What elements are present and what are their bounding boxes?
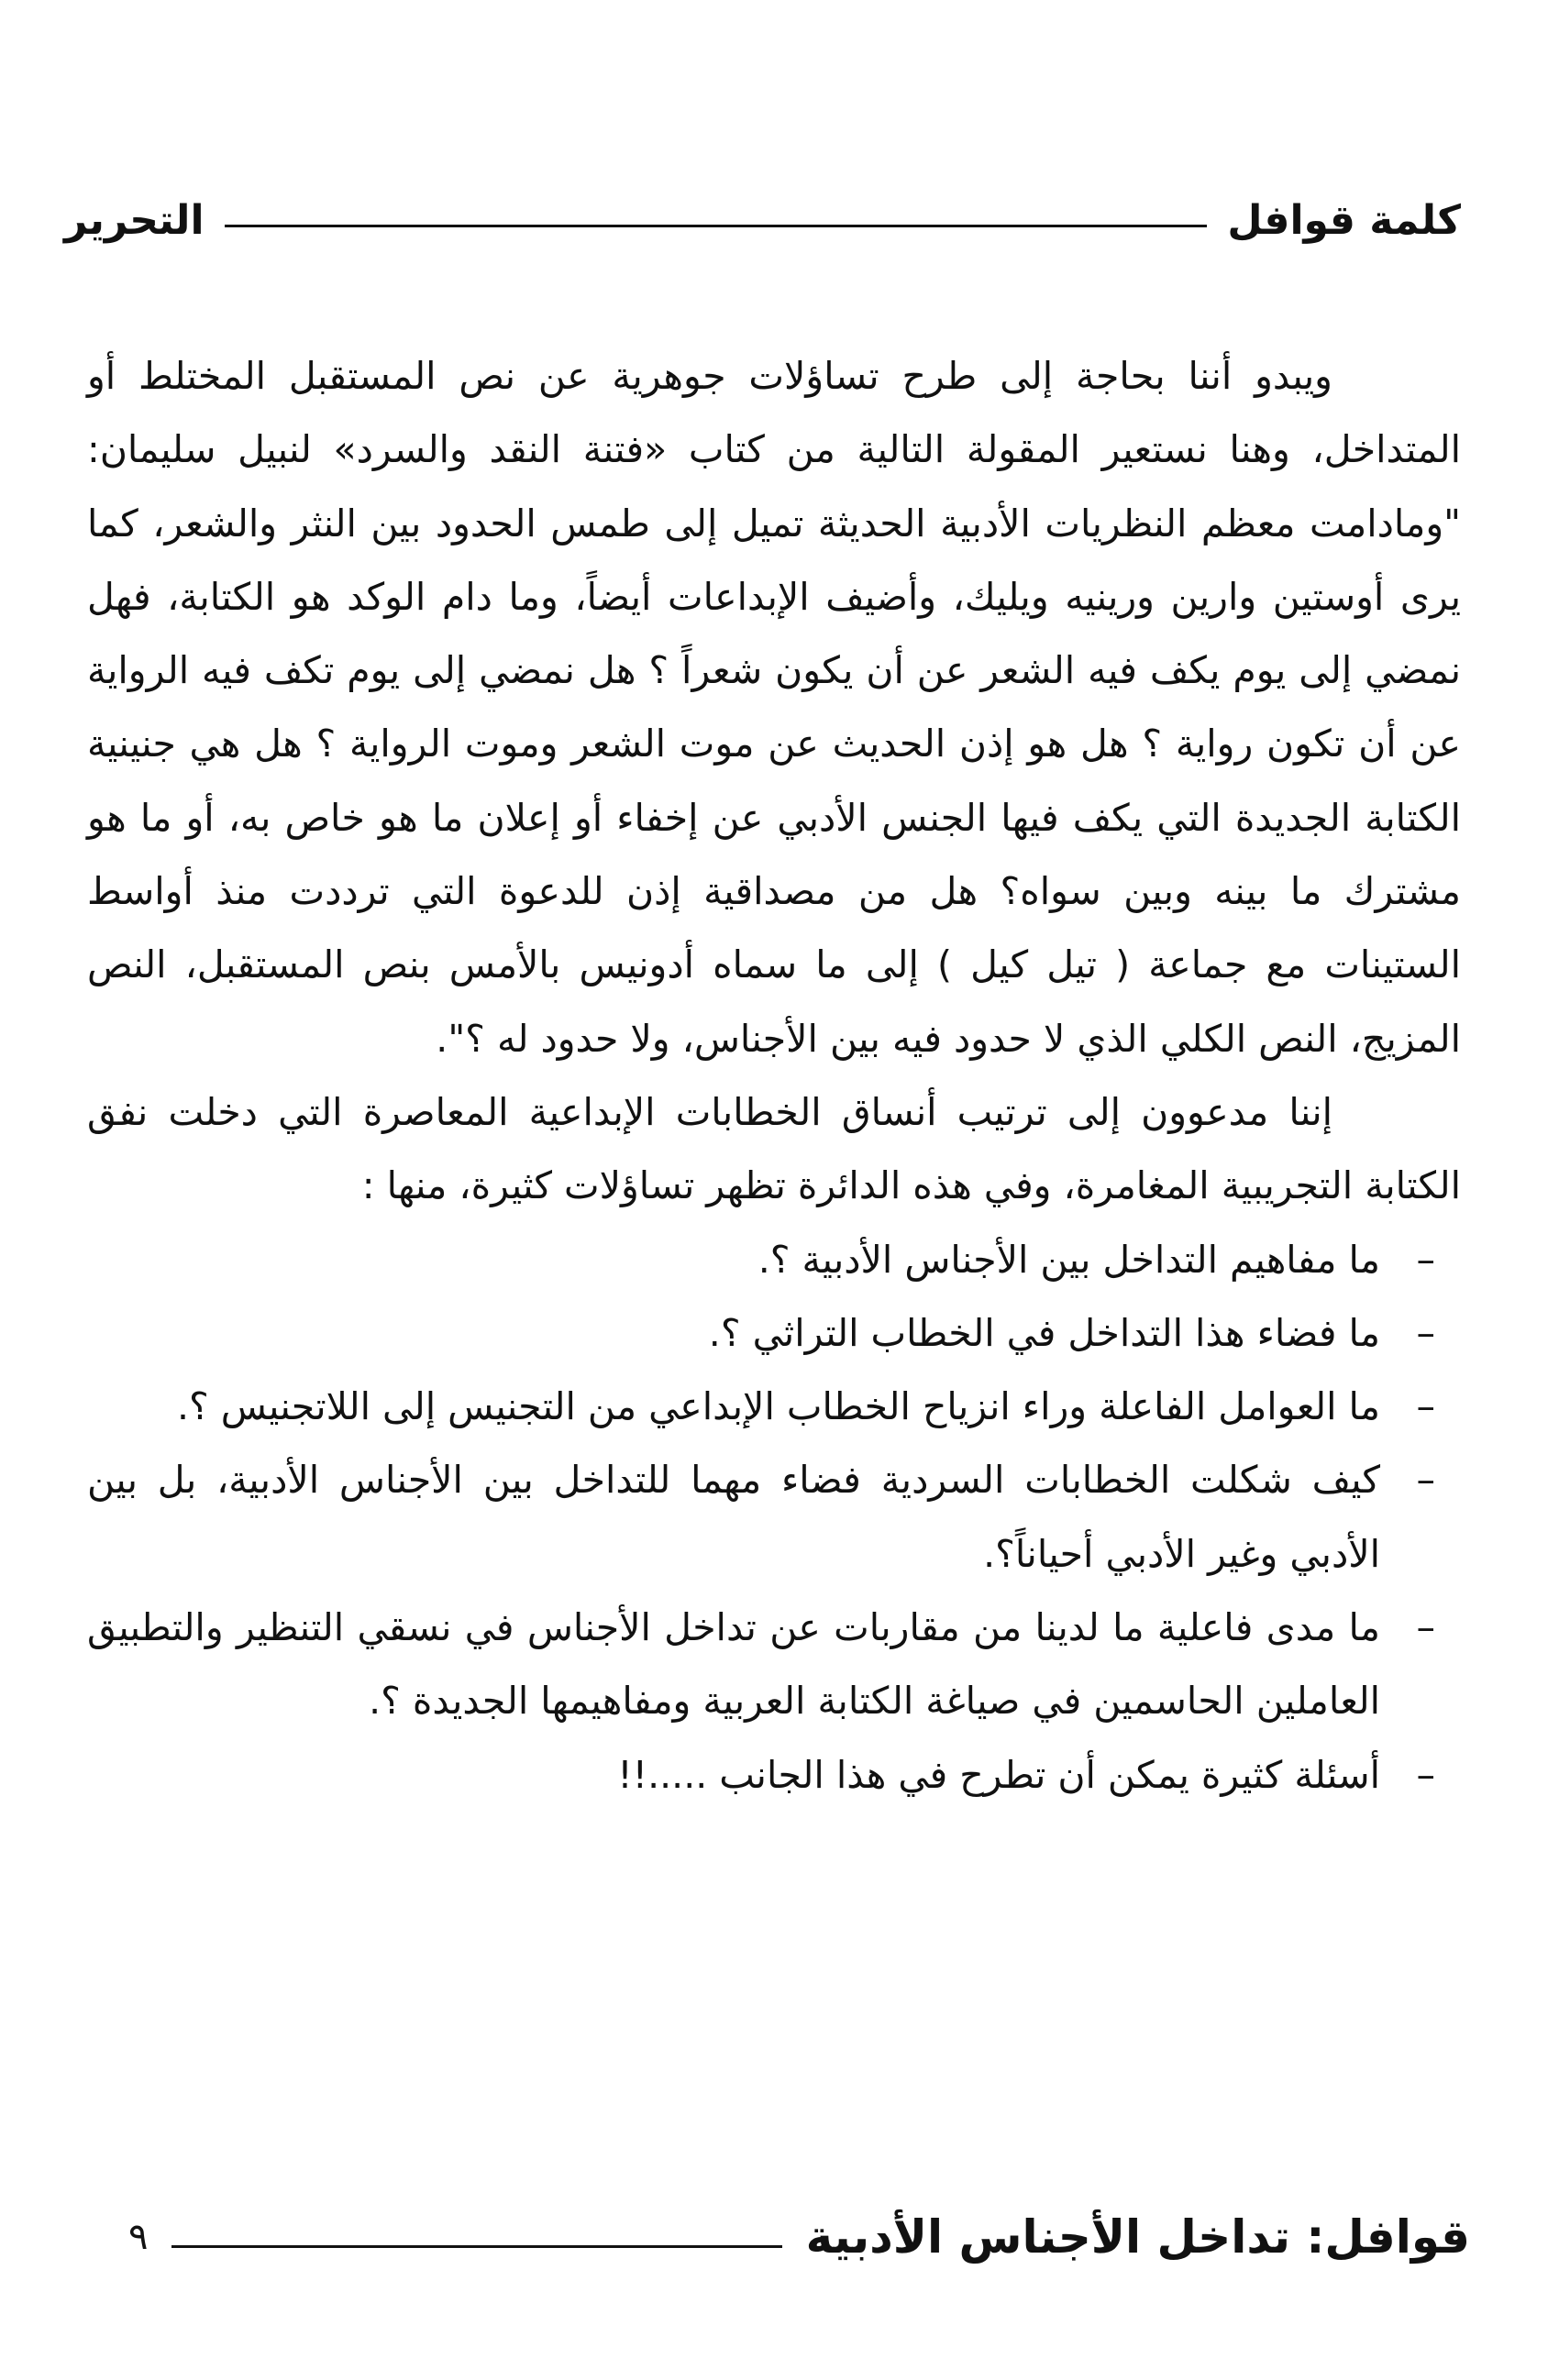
header-rule: [225, 225, 1208, 227]
paragraph: ويبدو أننا بحاجة إلى طرح تساؤلات جوهرية عن نص المستقبل المختلط أو المتداخل، وهنا نستعير المقولة التالية من كتاب «فتنة النقد والسرد» لنبيل سليمان: "ومادامت معظم النظريات الأدبية الحديثة تميل إلى طمس الحدود بين النثر والشعر، كما يرى أوستين وارين ورينيه ويليك، وأضيف الإبداعات أيضاً، وما دام الوكد هو الكتابة، فهل نمضي إلى يوم يكف فيه الشعر عن أن يكون شعراً ؟ هل نمضي إلى يوم تكف فيه الرواية عن أن تكون رواية ؟ هل هو إذن الحديث عن موت الشعر وموت الرواية ؟ هل هي جنينية الكتابة الجديدة التي يكف فيها الجنس الأدبي عن إخفاء أو إعلان ما هو خاص به، أو ما هو مشترك ما بينه وبين سواه؟ هل من مصداقية إذن للدعوة التي ترددت منذ أواسط الستينات مع جماعة ( تيل كيل ) إلى ما سماه أدونيس بالأمس بنص المستقبل، النص المزيج، النص الكلي الذي لا حدود فيه بين الأجناس، ولا حدود له ؟".: [87, 354, 1461, 1061]
list-item: – ما العوامل الفاعلة وراء انزياح الخطاب الإبداعي من التجنيس إلى اللاتجنيس ؟.: [87, 1370, 1461, 1443]
paragraph: إننا مدعوون إلى ترتيب أنساق الخطابات الإبداعية المعاصرة التي دخلت نفق الكتابة التجريبية المغامرة، وفي هذه الدائرة تظهر تساؤلات كثيرة، منها :: [87, 1089, 1461, 1208]
page-number: ٩: [128, 2216, 149, 2258]
list-item: – ما فضاء هذا التداخل في الخطاب التراثي ؟.: [87, 1296, 1461, 1370]
footer-journal-title: قوافل: تداخل الأجناس الأدبية: [805, 2210, 1470, 2264]
footer-rule: [171, 2245, 781, 2248]
header-author: التحرير: [64, 196, 205, 244]
list-item: – أسئلة كثيرة يمكن أن تطرح في هذا الجانب .....!!: [87, 1738, 1461, 1812]
list-item: – ما مدى فاعلية ما لدينا من مقاربات عن تداخل الأجناس في نسقي التنظير والتطبيق العاملين الحاسمين في صياغة الكتابة العربية ومفاهيمها الجديدة ؟.: [87, 1591, 1461, 1738]
list-item: – ما مفاهيم التداخل بين الأجناس الأدبية ؟.: [87, 1223, 1461, 1296]
header-section-title: كلمة قوافل: [1227, 196, 1461, 244]
body-text: [87, 339, 1461, 1812]
question-list: [87, 1223, 1461, 1812]
running-header: [64, 188, 1461, 252]
list-item: – كيف شكلت الخطابات السردية فضاء مهما للتداخل بين الأجناس الأدبية، بل بين الأدبي وغير الأدبي أحياناً؟.: [87, 1443, 1461, 1591]
running-footer: [128, 2196, 1470, 2278]
